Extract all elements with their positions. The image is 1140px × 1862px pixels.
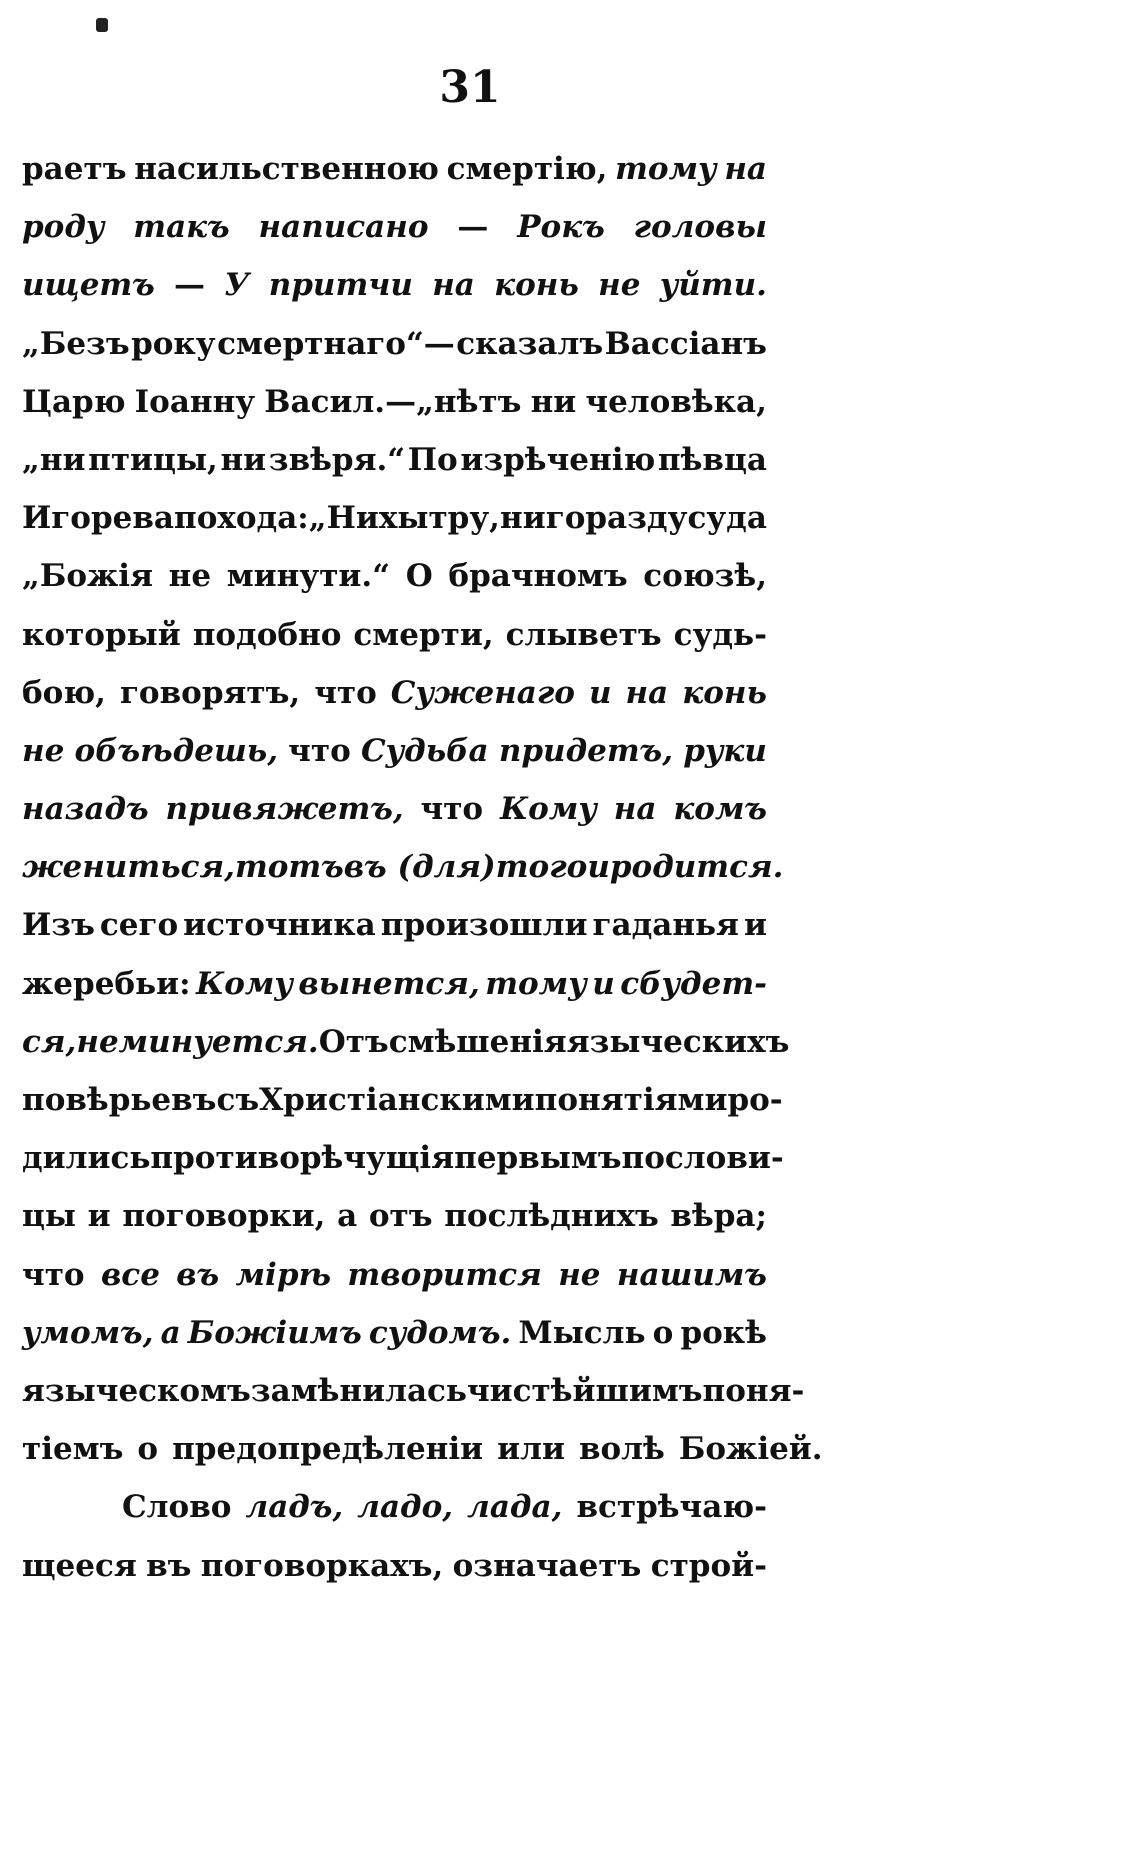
word: звѣря.“ <box>268 441 406 478</box>
word: судь- <box>673 616 767 653</box>
word: роду <box>22 209 105 246</box>
text-line <box>22 722 767 780</box>
word: повѣрьевъ <box>22 1082 217 1118</box>
word: произошли <box>380 907 588 944</box>
word: человѣка, <box>585 383 767 420</box>
word: не <box>76 1023 119 1060</box>
word: минути.“ <box>226 558 391 595</box>
word: и <box>87 1198 111 1235</box>
word: послѣднихъ <box>444 1198 659 1235</box>
word: брачномъ <box>448 558 628 595</box>
word: сбудет- <box>620 965 767 1002</box>
word: цы <box>22 1198 76 1235</box>
word: противорѣчущія <box>150 1140 455 1177</box>
word: Изъ <box>22 907 95 944</box>
word: источника <box>183 907 376 944</box>
word: языческихъ <box>566 1023 790 1060</box>
word: все <box>100 1256 160 1293</box>
word: поня- <box>702 1372 805 1409</box>
word: — <box>174 267 206 304</box>
word: Рокъ <box>517 209 605 246</box>
word: Христіанскими <box>259 1082 535 1118</box>
word: ни <box>500 500 546 537</box>
word: въ (для) <box>343 849 496 886</box>
text-line <box>22 1362 805 1420</box>
word: поговоркахъ, <box>200 1547 444 1584</box>
word: Царю <box>22 383 126 420</box>
word: и <box>592 965 615 1002</box>
word: что <box>288 732 351 769</box>
text-line <box>22 489 767 547</box>
word: комъ <box>673 791 767 828</box>
text-line <box>22 780 767 838</box>
text-line <box>22 1478 767 1536</box>
word: тіемъ <box>22 1431 124 1468</box>
word: языческомъ <box>22 1372 251 1409</box>
word: волѣ <box>578 1431 665 1468</box>
word: уйти. <box>659 267 767 304</box>
word: минуется. <box>118 1023 319 1060</box>
text-line <box>22 1246 767 1304</box>
word: головы <box>633 209 767 246</box>
word: на <box>724 151 767 187</box>
word: говорятъ, <box>119 674 301 711</box>
word: о <box>137 1431 159 1468</box>
word: на <box>432 267 475 304</box>
word: того <box>495 849 588 886</box>
word: притчи <box>268 267 413 304</box>
ink-mark <box>96 18 108 32</box>
word: ни <box>220 441 267 478</box>
word: придетъ, <box>498 732 673 769</box>
text-line <box>22 373 767 431</box>
word: жеребьи: <box>22 965 191 1002</box>
word: строй- <box>650 1547 767 1584</box>
word: тому <box>485 965 587 1002</box>
word: замѣнилась <box>250 1372 467 1409</box>
text-line <box>22 606 767 664</box>
word: понятіями <box>534 1082 728 1118</box>
word: суда <box>687 500 767 537</box>
word: или <box>497 1431 565 1468</box>
word: не <box>558 1256 601 1293</box>
word: ни <box>530 383 577 420</box>
word: Суженаго <box>390 674 575 711</box>
word: Васил.—„нѣтъ <box>264 383 522 420</box>
word: судомъ. <box>368 1314 512 1351</box>
word: ищетъ <box>22 267 155 304</box>
word: первымъ <box>454 1140 622 1177</box>
word: дились <box>22 1140 151 1177</box>
word: и <box>743 907 767 944</box>
word: смертію, <box>446 151 608 187</box>
word: союзѣ, <box>643 558 767 595</box>
word: а <box>160 1314 181 1351</box>
word: написано <box>258 209 429 246</box>
word: похода: <box>174 500 309 537</box>
word: вынется, <box>298 965 480 1002</box>
word: „Ни <box>308 500 379 537</box>
word: встрѣчаю- <box>576 1489 767 1526</box>
word: бою, <box>22 674 106 711</box>
word: ся, <box>22 1023 77 1060</box>
word: Слово <box>122 1489 232 1526</box>
word: привяжетъ, <box>165 791 404 828</box>
word: вѣра; <box>670 1198 767 1235</box>
word: и <box>588 674 612 711</box>
word: родится. <box>609 849 784 886</box>
word: на <box>625 674 669 711</box>
word: поговорки, <box>122 1198 326 1235</box>
word: „Безъ <box>22 325 130 362</box>
word: Игорева <box>22 500 174 537</box>
word: на <box>613 791 657 828</box>
word: мірѣ <box>235 1256 332 1293</box>
word: „ни <box>22 441 86 478</box>
word: смѣшенія <box>388 1023 567 1060</box>
word: хытру, <box>378 500 500 537</box>
word: тому <box>615 151 717 187</box>
word: Божіимъ <box>187 1314 362 1351</box>
text-line <box>22 1304 767 1362</box>
text-line <box>22 256 767 314</box>
word: гаданья <box>592 907 739 944</box>
word: такъ <box>133 209 230 246</box>
text-line <box>22 547 767 605</box>
word: Вассіанъ <box>604 325 767 362</box>
text-line <box>22 1013 790 1071</box>
word: По <box>407 441 458 478</box>
word: и <box>587 849 610 886</box>
word: изрѣченію <box>460 441 656 478</box>
word: жениться, <box>22 849 235 886</box>
word: конь <box>494 267 579 304</box>
word: объѣдешь, <box>74 732 278 769</box>
word: птицы, <box>88 441 218 478</box>
body-text <box>22 140 823 1595</box>
text-line <box>22 664 767 722</box>
text-line <box>22 838 784 896</box>
word: рокѣ <box>680 1314 767 1351</box>
word: сказалъ <box>456 325 604 362</box>
word: року <box>131 325 216 362</box>
word: ро- <box>727 1082 783 1118</box>
word: тотъ <box>234 849 344 886</box>
word: назадъ <box>22 791 149 828</box>
word: смертнаго“— <box>217 325 455 362</box>
word: чистѣйшимъ <box>466 1372 703 1409</box>
word: отъ <box>368 1198 433 1235</box>
word: ладъ, <box>245 1489 344 1526</box>
word: который <box>22 616 181 653</box>
word: руки <box>683 732 767 769</box>
word: не <box>168 558 212 595</box>
text-line <box>22 955 767 1013</box>
word: въ <box>146 1547 192 1584</box>
word: Мысль <box>518 1314 646 1351</box>
word: щееся <box>22 1547 137 1584</box>
word: творится <box>347 1256 542 1293</box>
word: о <box>652 1314 674 1351</box>
word: что <box>420 791 484 828</box>
text-line <box>22 1071 783 1129</box>
word: нашимъ <box>616 1256 767 1293</box>
word: что <box>22 1256 85 1293</box>
text-line <box>22 140 767 198</box>
word: Кому <box>196 965 293 1002</box>
word: ладо, <box>357 1489 454 1526</box>
word: слыветъ <box>505 616 662 653</box>
word: — <box>457 209 489 246</box>
text-line <box>22 431 767 489</box>
word: „Божія <box>22 558 153 595</box>
word: У <box>224 267 250 304</box>
word: Кому <box>499 791 597 828</box>
text-line <box>22 1537 767 1595</box>
word: а <box>337 1198 358 1235</box>
word: горазду <box>545 500 688 537</box>
text-line <box>22 198 767 256</box>
page-number: 31 <box>439 62 501 113</box>
word: умомъ, <box>22 1314 154 1351</box>
text-line <box>22 1187 767 1245</box>
word: Іоанну <box>134 383 256 420</box>
word: послови- <box>621 1140 784 1177</box>
word: смерти, <box>353 616 494 653</box>
word: Судьба <box>360 732 489 769</box>
text-line <box>22 1129 784 1187</box>
word: не <box>22 732 65 769</box>
word: насильственною <box>134 151 439 187</box>
word: что <box>314 674 377 711</box>
text-line <box>22 1420 823 1478</box>
word: не <box>598 267 641 304</box>
word: Божіей. <box>678 1431 823 1468</box>
text-line <box>22 315 767 373</box>
word: раетъ <box>22 151 127 187</box>
word: лада, <box>467 1489 563 1526</box>
word: подобно <box>192 616 342 653</box>
word: Отъ <box>318 1023 389 1060</box>
word: въ <box>176 1256 220 1293</box>
word: сего <box>99 907 179 944</box>
word: предопредѣленіи <box>172 1431 484 1468</box>
word: съ <box>216 1082 260 1118</box>
word: О <box>405 558 433 595</box>
word: пѣвца <box>657 441 767 478</box>
word: означаетъ <box>452 1547 642 1584</box>
text-line <box>22 896 767 954</box>
word: конь <box>682 674 767 711</box>
